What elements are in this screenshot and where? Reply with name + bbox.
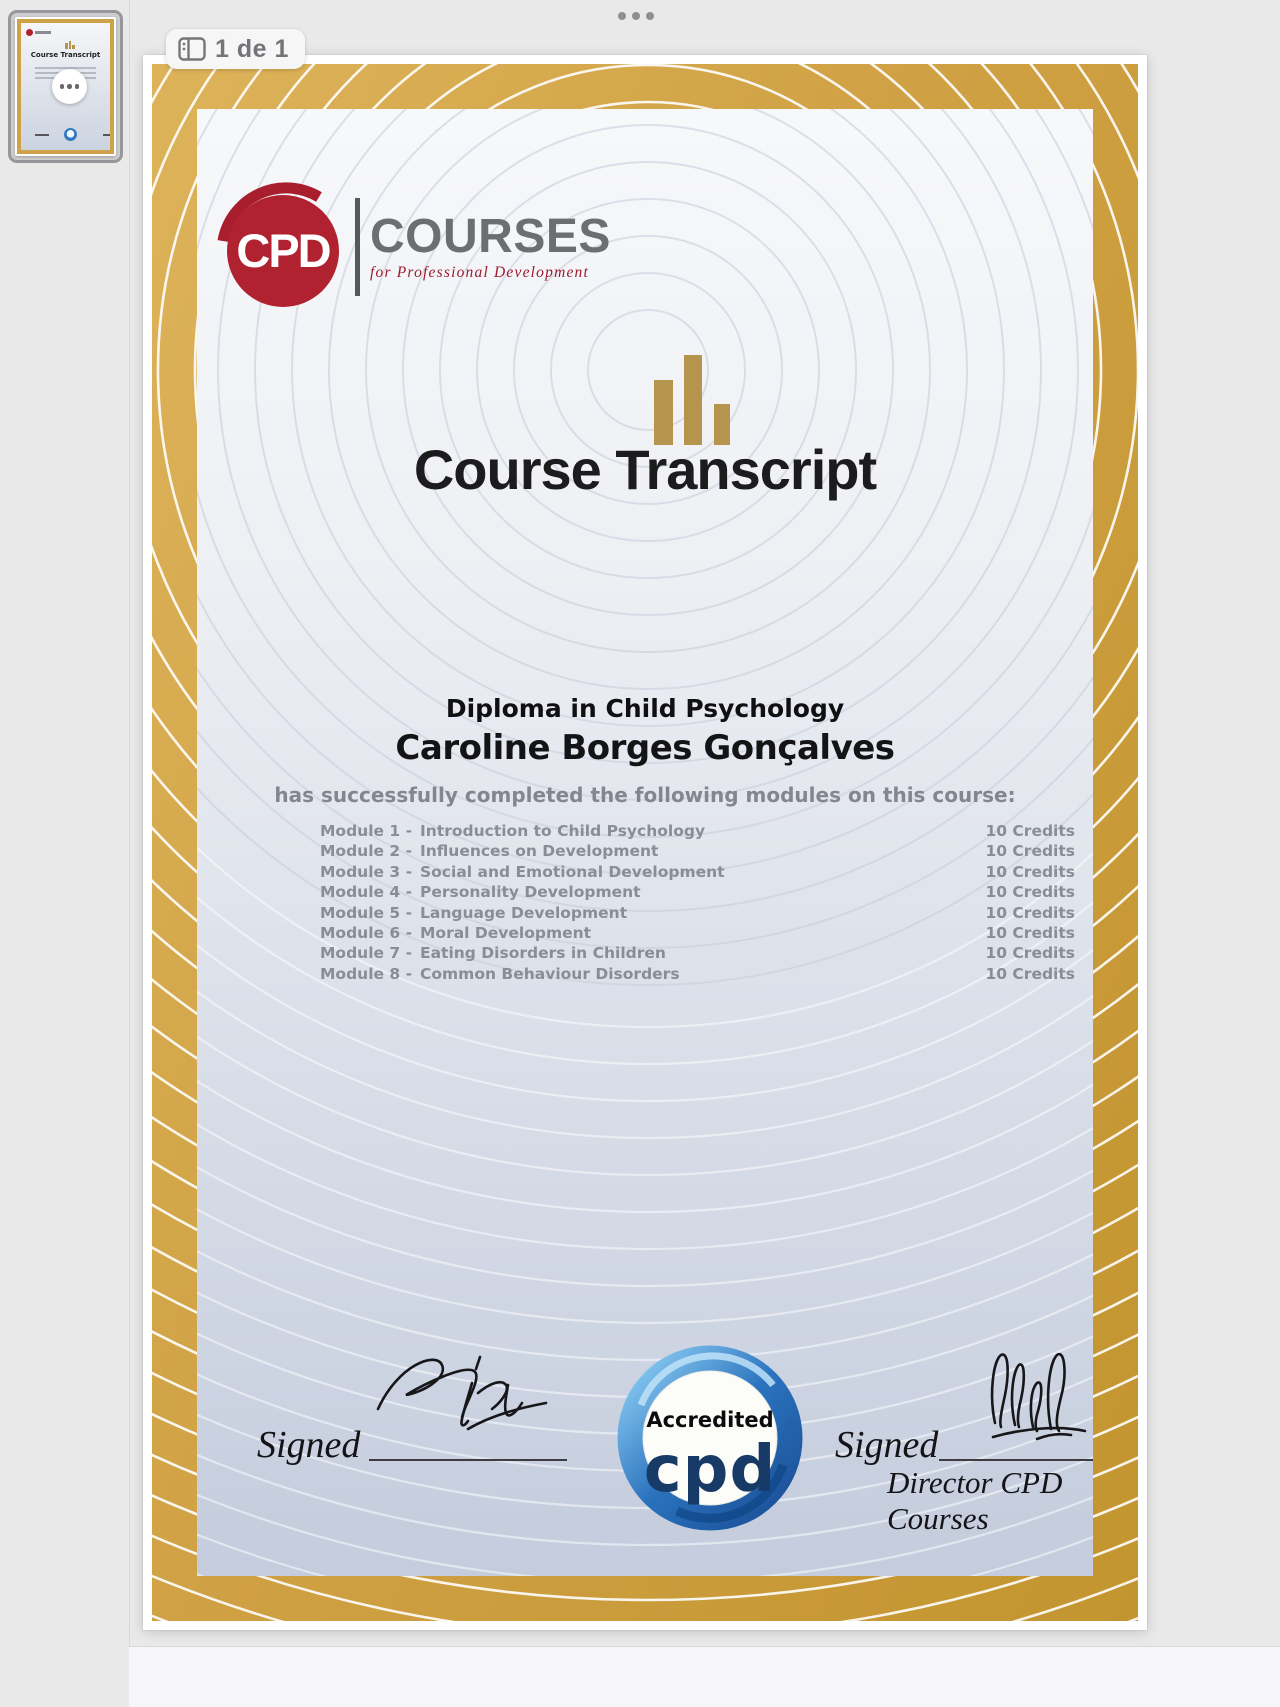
- cpd-logo-text: CPD: [236, 224, 330, 277]
- thumbnail-logo-icon: [26, 29, 51, 36]
- module-label: Module 4 -: [320, 883, 413, 902]
- logo-wordmark: COURSES: [370, 209, 611, 263]
- module-label: Module 3 -: [320, 862, 413, 881]
- course-title: Diploma in Child Psychology: [445, 694, 845, 723]
- certificate-gold-frame: [152, 64, 1138, 1621]
- thumbnail-title: Course Transcript: [30, 51, 101, 59]
- drag-handle-dots-icon[interactable]: [618, 12, 654, 20]
- module-row: [320, 964, 1075, 984]
- director-title: Director CPD Courses: [887, 1465, 1063, 1536]
- module-row: [320, 923, 1075, 943]
- completion-line: has successfully completed the following modules on this course:: [274, 783, 1016, 807]
- module-name: Personality Development: [420, 883, 641, 902]
- thumbnail-footer: [21, 128, 110, 142]
- module-row: [320, 943, 1075, 963]
- module-name: Social and Emotional Development: [420, 862, 725, 881]
- certificate-inner-panel: [197, 109, 1093, 1576]
- signature-line-left: [369, 1459, 567, 1461]
- module-label: Module 5 -: [320, 903, 413, 922]
- module-row: [320, 821, 1075, 841]
- module-list: [320, 821, 1075, 984]
- module-row: [320, 903, 1075, 923]
- bottom-strip: [129, 1646, 1280, 1707]
- logo-divider: [355, 198, 360, 296]
- module-credits: 10 Credits: [985, 964, 1075, 983]
- thumbnail-signature-right: [103, 134, 110, 136]
- module-row: [320, 882, 1075, 902]
- page-thumbnail[interactable]: [8, 10, 123, 163]
- module-label: Module 8 -: [320, 964, 413, 983]
- thumbnail-bars-icon: [65, 41, 75, 49]
- module-label: Module 2 -: [320, 842, 413, 861]
- badge-cpd-text: cpd: [643, 1433, 777, 1507]
- module-credits: 10 Credits: [985, 903, 1075, 922]
- module-label: Module 6 -: [320, 924, 413, 943]
- module-credits: 10 Credits: [985, 883, 1075, 902]
- module-name: Moral Development: [420, 924, 592, 943]
- module-credits: 10 Credits: [985, 862, 1075, 881]
- sidebar-toggle-icon: [178, 37, 206, 61]
- signed-label-right: Signed: [835, 1424, 939, 1466]
- certificate-title: Course Transcript: [413, 438, 877, 501]
- thumbnail-signature-left: [35, 134, 49, 136]
- thumbnail-cpd-badge-icon: [64, 128, 77, 141]
- module-name: Language Development: [420, 903, 628, 922]
- cpd-accredited-badge-icon: [615, 1343, 805, 1533]
- module-credits: 10 Credits: [985, 822, 1075, 840]
- certificate-page[interactable]: [143, 55, 1147, 1630]
- signature-left-icon: [372, 1349, 552, 1441]
- thumbnail-more-button[interactable]: [52, 69, 87, 104]
- module-name: Introduction to Child Psychology: [420, 822, 706, 840]
- module-name: Influences on Development: [420, 842, 659, 861]
- cpd-courses-logo: [215, 181, 611, 313]
- recipient-name: Caroline Borges Gonçalves: [395, 728, 895, 768]
- module-credits: 10 Credits: [985, 924, 1075, 943]
- module-row: [320, 862, 1075, 882]
- cpd-logo-circle-icon: [215, 181, 347, 313]
- module-credits: 10 Credits: [985, 842, 1075, 861]
- module-row: [320, 841, 1075, 861]
- module-name: Eating Disorders in Children: [420, 944, 666, 963]
- bar-chart-icon: [654, 353, 732, 445]
- module-name: Common Behaviour Disorders: [420, 964, 680, 983]
- page-indicator-label: 1 de 1: [215, 34, 289, 63]
- logo-tagline: for Professional Development: [370, 263, 589, 281]
- signed-label-left: Signed: [257, 1424, 361, 1466]
- page-indicator[interactable]: [166, 29, 305, 69]
- module-credits: 10 Credits: [985, 944, 1075, 963]
- module-label: Module 1 -: [320, 822, 413, 840]
- signature-line-right: [939, 1459, 1093, 1461]
- badge-accredited-text: Accredited: [646, 1408, 774, 1432]
- thumbnail-sidebar: [0, 0, 130, 1707]
- signature-right-icon: [985, 1347, 1090, 1451]
- module-label: Module 7 -: [320, 944, 413, 963]
